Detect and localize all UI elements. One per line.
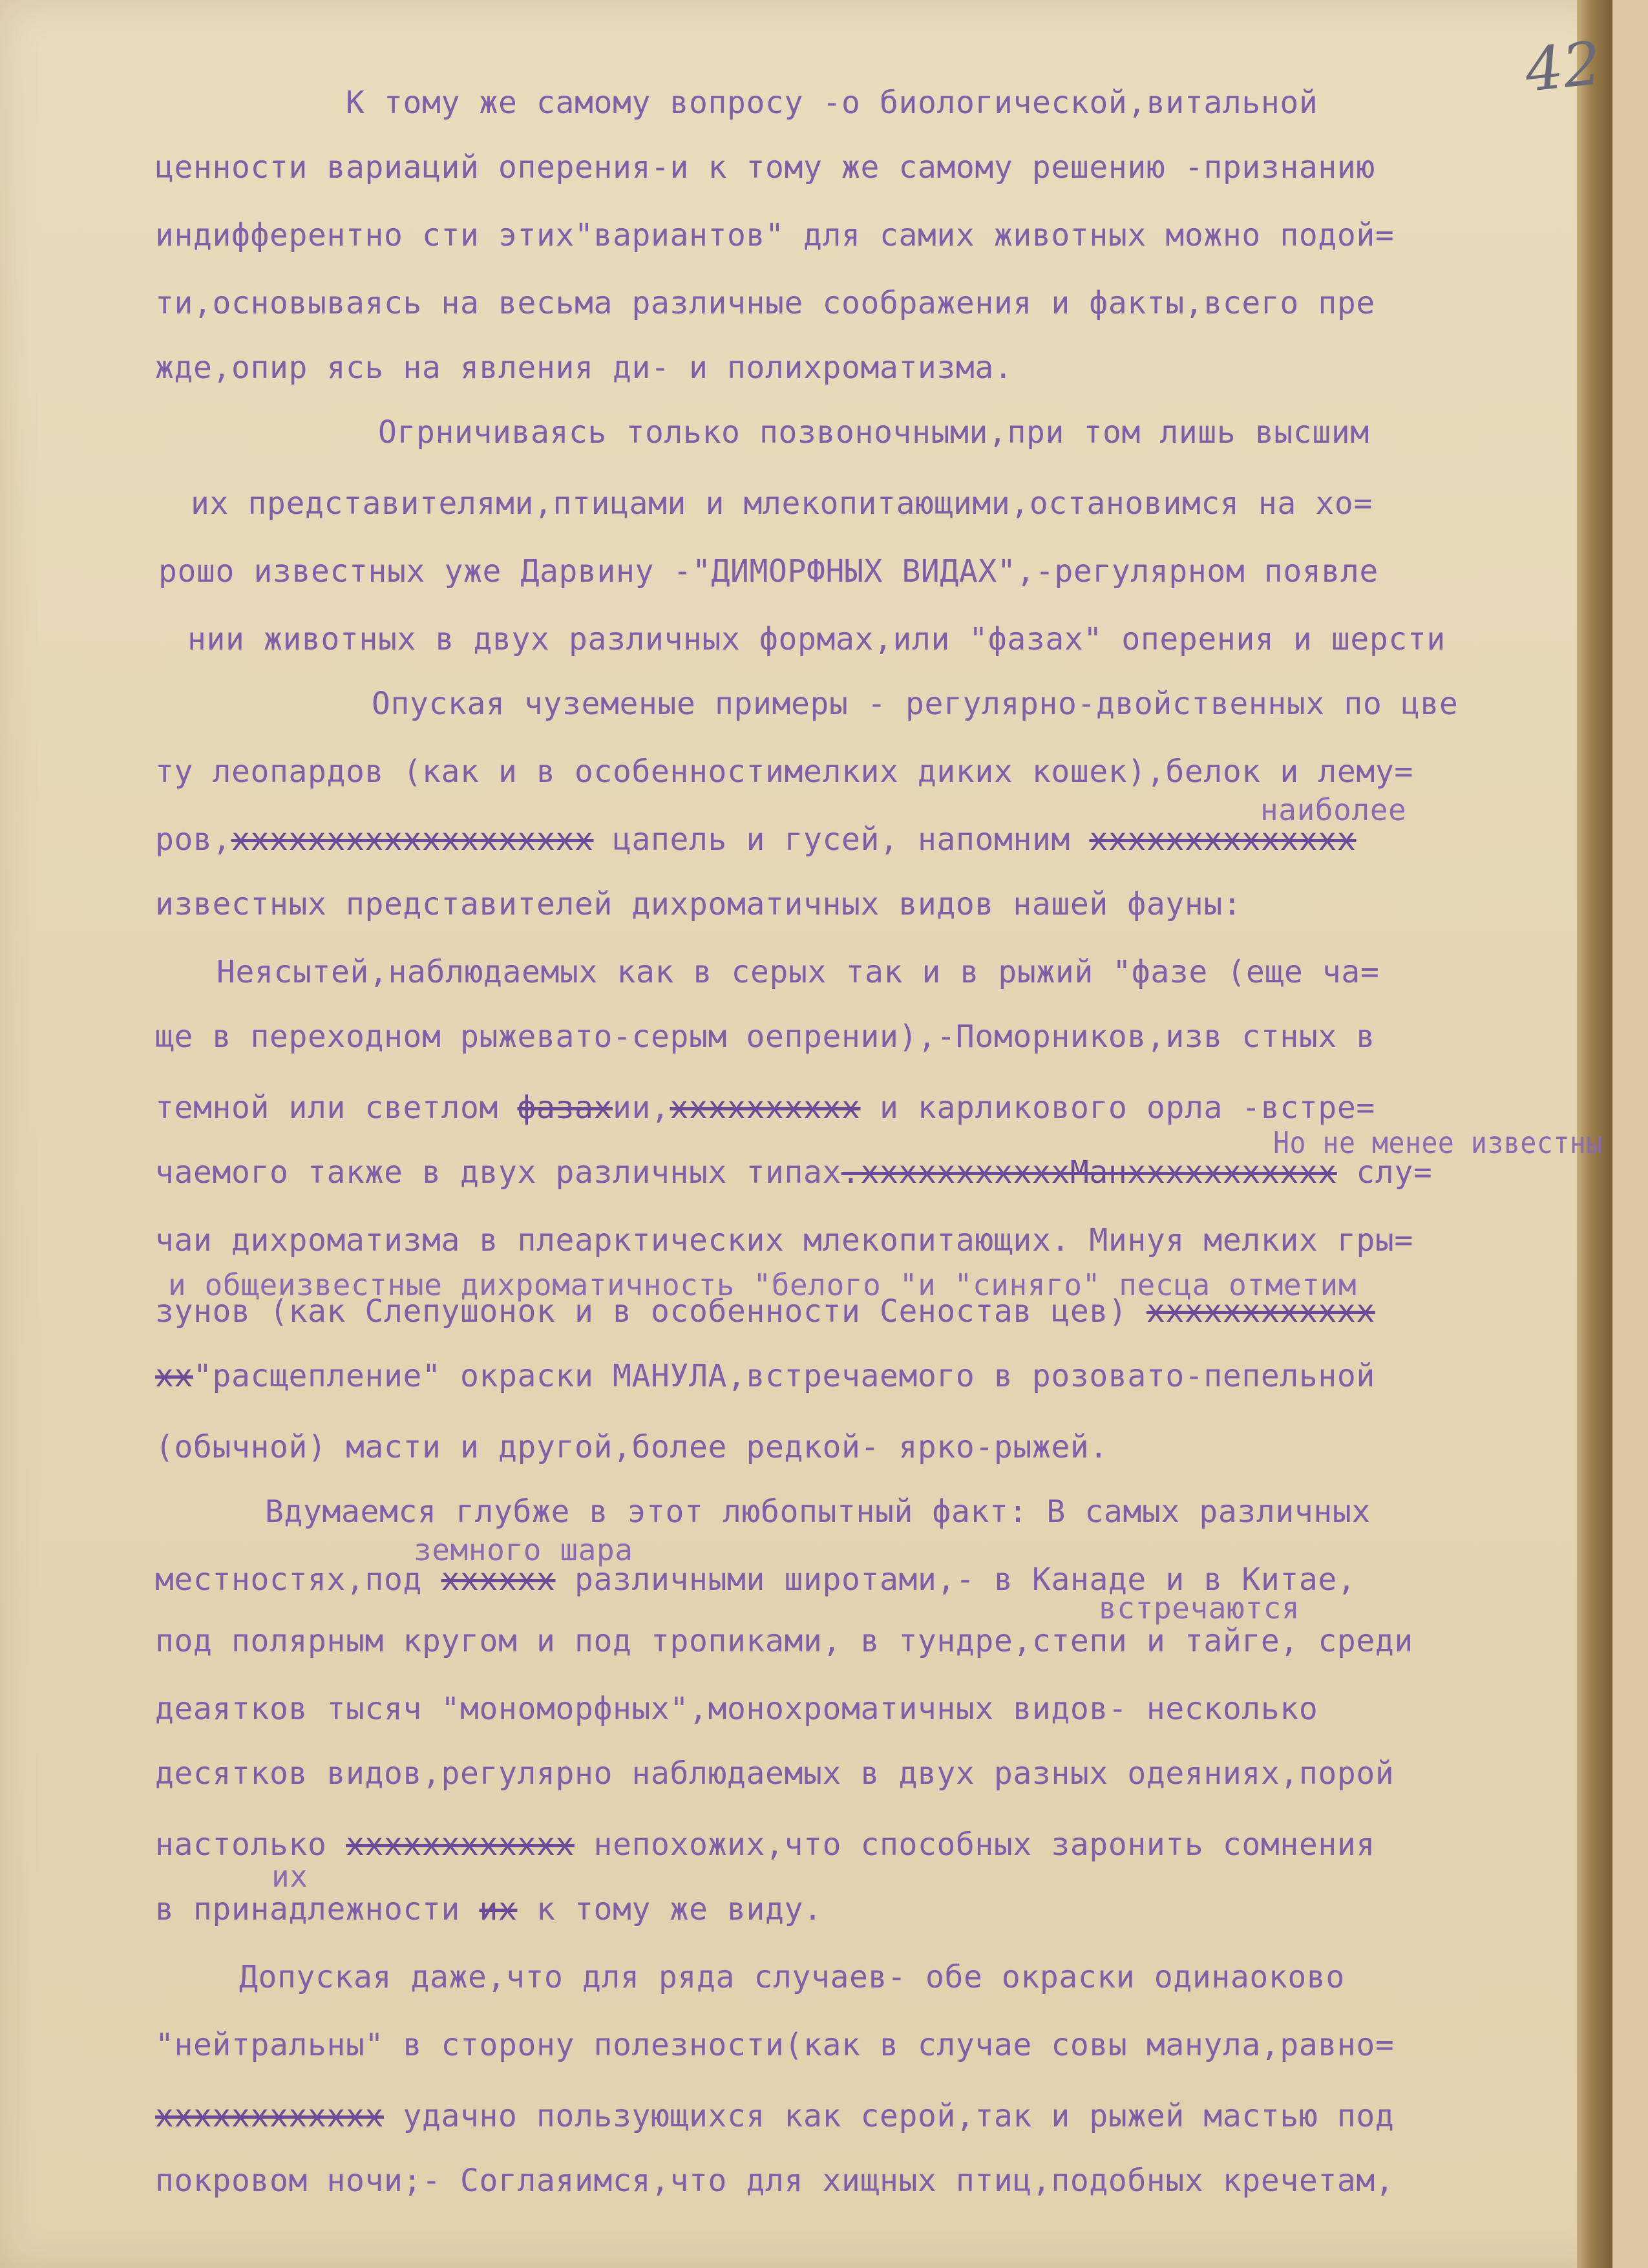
- line-segment: их представителями,птицами и млекопитающими,остановимся на хо=: [191, 485, 1373, 522]
- line-segment: нии животных в двух различных формах,или "фазах" оперения и шерсти: [187, 621, 1446, 657]
- line-segment: ти,основываясь на весьма различные соображения и факты,всего пре: [155, 285, 1375, 321]
- text-line: [155, 217, 1395, 253]
- text-line: [155, 1019, 1375, 1055]
- interlinear-insertion: [271, 1859, 308, 1894]
- struck-through-text: .хххххххххххМанххххххххххх: [841, 1154, 1337, 1191]
- line-segment: покровом ночи;- Соглаяимся,что для хищных птиц,подобных кречетам,: [155, 2163, 1395, 2199]
- line-segment: настолько: [155, 1827, 346, 1863]
- text-line: [265, 1494, 1371, 1530]
- line-segment: удачно пользующихся как серой,так и рыжей мастью под: [383, 2098, 1395, 2134]
- line-segment: ров,: [155, 821, 231, 858]
- text-line: [155, 1222, 1413, 1258]
- text-line: [155, 2098, 1395, 2134]
- text-line: [155, 2163, 1395, 2199]
- text-line: [155, 1827, 1375, 1863]
- text-line: [155, 149, 1375, 185]
- struck-through-text: фазах: [517, 1090, 613, 1126]
- line-segment: Огрничиваясь только позвоночными,при том лишь высшим: [378, 414, 1369, 450]
- line-segment: ценности вариаций оперения-и к тому же самому решению -признанию: [155, 149, 1375, 185]
- line-segment: под полярным кругом и под тропиками, в тундре,степи и тайге, среди: [155, 1623, 1413, 1659]
- line-segment: К тому же самому вопросу -о биологической,витальной: [346, 85, 1318, 121]
- struck-through-text: ххххххххххххххххххх: [231, 821, 594, 858]
- struck-through-text: хххххххххххх: [1146, 1293, 1375, 1330]
- interlinear-insertion: [1273, 1125, 1603, 1160]
- text-line: [346, 85, 1318, 121]
- line-segment: Но не менее известны: [1273, 1125, 1603, 1160]
- line-segment: Неясытей,наблюдаемых как в серых так и в рыжий "фазе (еще ча=: [217, 954, 1380, 990]
- line-segment: индифферентно сти этих"вариантов" для самих животных можно подой=: [155, 217, 1395, 253]
- line-segment: ще в переходном рыжевато-серым оепрении),-Поморников,изв стных в: [155, 1019, 1375, 1055]
- text-line: [378, 414, 1369, 450]
- interlinear-insertion: [1099, 1591, 1300, 1626]
- line-segment: "расщепление" окраски МАНУЛА,встречаемого в розовато-пепельной: [193, 1358, 1375, 1394]
- interlinear-insertion: [414, 1532, 633, 1567]
- text-line: [155, 1623, 1413, 1659]
- line-segment: "нейтральны" в сторону полезности(как в случае совы манула,равно=: [155, 2027, 1395, 2063]
- line-segment: непохожих,что способных заронить сомнения: [574, 1827, 1375, 1863]
- line-segment: деаятков тысяч "мономорфных",монохроматичных видов- несколько: [155, 1691, 1318, 1727]
- line-segment: жде,опир ясь на явления ди- и полихроматизма.: [155, 350, 1013, 386]
- line-segment: и общеизвестные дихроматичность "белого "и "синяго" песца отметим: [168, 1267, 1357, 1302]
- line-segment: (обычной) масти и другой,более редкой- ярко-рыжей.: [155, 1429, 1108, 1465]
- line-segment: десятков видов,регулярно наблюдаемых в двух разных одеяниях,порой: [155, 1755, 1395, 1792]
- struck-through-text: хххххххххх: [670, 1090, 861, 1126]
- text-line: [155, 1090, 1375, 1126]
- line-segment: Допуская даже,что для ряда случаев- обе окраски одинаоково: [239, 1959, 1345, 1995]
- line-segment: зунов (как Слепушонок и в особенности Сеностав цев): [155, 1293, 1146, 1330]
- line-segment: цапель и гусей, напомним: [593, 821, 1090, 858]
- text-line: [155, 1293, 1375, 1330]
- line-segment: чаи дихроматизма в плеарктических млекопитающих. Минуя мелких гры=: [155, 1222, 1413, 1258]
- line-segment: земного шара: [414, 1532, 633, 1567]
- line-segment: и карликового орла -встре=: [860, 1090, 1375, 1126]
- text-line: [155, 2027, 1395, 2063]
- text-line: [155, 1429, 1108, 1465]
- interlinear-insertion: [1260, 792, 1407, 827]
- line-segment: наиболее: [1260, 792, 1407, 827]
- text-line: [187, 621, 1446, 657]
- line-segment: в принадлежности: [155, 1891, 480, 1927]
- line-segment: рошо известных уже Дарвину -"ДИМОРФНЫХ ВИДАХ",-регулярном появле: [158, 553, 1379, 589]
- text-line: [372, 686, 1459, 722]
- struck-through-text: их: [479, 1891, 518, 1927]
- text-line: [155, 285, 1375, 321]
- line-segment: известных представителей дихроматичных видов нашей фауны:: [155, 886, 1242, 922]
- line-segment: различными широтами,- в Канаде и в Китае,: [555, 1562, 1357, 1598]
- text-line: [155, 1358, 1375, 1394]
- struck-through-text: хххххххххххххх: [1089, 821, 1357, 858]
- text-line: [155, 754, 1413, 790]
- struck-through-text: хххххххххххх: [155, 2098, 384, 2134]
- line-segment: Вдумаемся глубже в этот любопытный факт: В самых различных: [265, 1494, 1371, 1530]
- line-segment: местностях,под: [155, 1562, 441, 1598]
- text-line: [217, 954, 1380, 990]
- struck-through-text: хх: [155, 1358, 193, 1394]
- text-line: [239, 1959, 1345, 1995]
- text-line: [155, 886, 1242, 922]
- struck-through-text: хххххх: [441, 1562, 556, 1598]
- text-line: [155, 1154, 1433, 1191]
- line-segment: ии,: [612, 1090, 670, 1126]
- line-segment: встречаются: [1099, 1591, 1300, 1626]
- text-line: [155, 821, 1357, 858]
- line-segment: слу=: [1336, 1154, 1433, 1191]
- text-line: [158, 553, 1379, 589]
- text-line: [155, 1891, 823, 1927]
- line-segment: Опуская чуземеные примеры - регулярно-двойственных по цве: [372, 686, 1459, 722]
- line-segment: темной или светлом: [155, 1090, 518, 1126]
- struck-through-text: хххххххххххх: [345, 1827, 575, 1863]
- text-line: [191, 485, 1373, 522]
- line-segment: чаемого также в двух различных типах: [155, 1154, 841, 1191]
- line-segment: их: [271, 1859, 308, 1894]
- line-segment: ту леопардов (как и в особенностимелких диких кошек),белок и лему=: [155, 754, 1413, 790]
- text-line: [155, 1691, 1318, 1727]
- line-segment: к тому же виду.: [517, 1891, 823, 1927]
- text-line: [155, 1755, 1395, 1792]
- page-number: 42: [1521, 28, 1605, 105]
- text-line: [155, 350, 1013, 386]
